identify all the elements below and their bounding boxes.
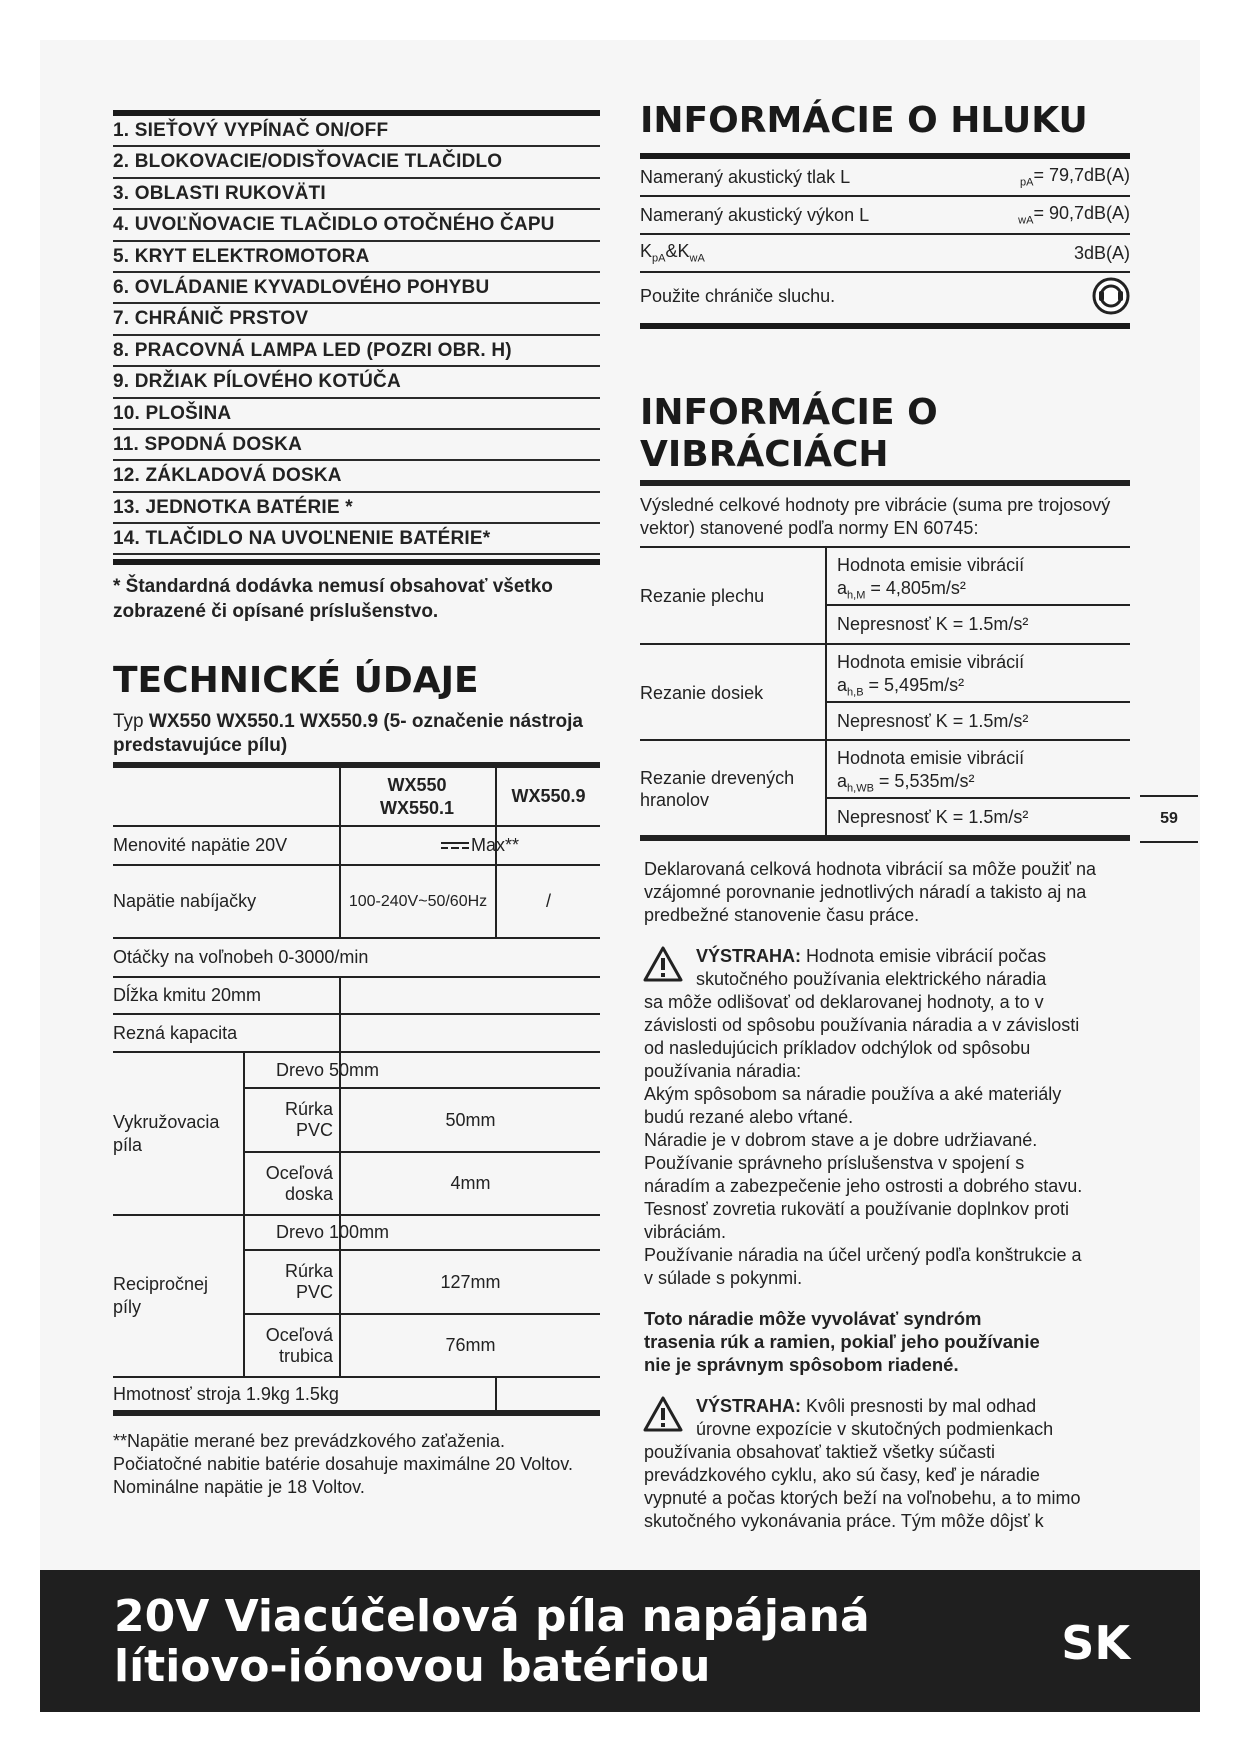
vibration-title: INFORMÁCIE O VIBRÁCIÁCH <box>640 392 938 475</box>
parts-list-item: 5. KRYT ELEKTROMOTORA <box>113 242 600 273</box>
parts-list-item: 4. UVOĽŇOVACIE TLAČIDLO OTOČNÉHO ČAPU <box>113 210 600 241</box>
vibration-emission: Hodnota emisie vibrácií $a_{h,B} = 5,495m/s^2$ <box>837 652 1025 699</box>
vibration-intro: Výsledné celkové hodnoty pre vibrácie (suma pre trojosový vektor) stanovené podľa normy EN 60745: <box>640 495 1111 538</box>
parts-list-item: 3. OBLASTI RUKOVÄTI <box>113 179 600 210</box>
charger-voltage-value2: / <box>545 891 551 911</box>
parts-list-item: 8. PRACOVNÁ LAMPA LED (POZRI OBR. H) <box>113 336 600 367</box>
vibration-table <box>640 480 1130 840</box>
parts-list-item: 6. OVLÁDANIE KYVADLOVÉHO POHYBU <box>113 273 600 304</box>
rec-pvc-label: Rúrka PVC <box>284 1261 333 1302</box>
charger-voltage-label: Napätie nabíjačky <box>113 891 257 911</box>
warning-2: VÝSTRAHA: Kvôli presnosti by mal odhad úrovne expozície v skutočných podmienkach používania obsahovať taktiež všetky súčasti prevádzkového cyklu, ako sú časy, keď je náradie vypnuté a počas ktorých beží na voľnobehu, a to mimo skutočného vykonávania práce. Tým môže dôjsť k <box>644 1396 1081 1531</box>
jig-steel-value: 4mm <box>450 1173 491 1193</box>
parts-list-item: 13. JEDNOTKA BATÉRIE * <box>113 493 600 524</box>
hav-warning: Toto náradie môže vyvolávať syndróm trasenia rúk a ramien, pokiaľ jeho používanie nie je správnym spôsobom riadené. <box>644 1308 1040 1375</box>
vibration-uncertainty: Nepresnosť K = 1.5m/s² <box>837 614 1029 634</box>
stroke-length: Dĺžka kmitu 20mm <box>113 985 262 1005</box>
dc-symbol-icon <box>441 841 469 851</box>
cutting-capacity-label: Rezná kapacita <box>113 1022 238 1043</box>
noise-title: INFORMÁCIE O HLUKU <box>640 100 1088 141</box>
jig-steel-label: Oceľová doska <box>265 1162 333 1204</box>
footnote: **Napätie merané bez prevádzkového zaťaženia. Počiatočné nabitie batérie dosahuje maximálne 20 Voltov. Nominálne napätie je 18 Voltov. <box>113 1431 573 1497</box>
parts-list-item: 1. SIEŤOVÝ VYPÍNAČ ON/OFF <box>113 116 600 147</box>
parts-list-item: 11. SPODNÁ DOSKA <box>113 430 600 461</box>
declared-vibration: Deklarovaná celková hodnota vibrácií sa môže použiť na vzájomné porovnanie jednotlivých náradí a takisto aj na predbežné stanovenie času práce. <box>644 859 1097 925</box>
footer-banner <box>40 1570 1200 1712</box>
tech-table <box>113 762 600 1412</box>
jig-pvc-label: Rúrka PVC <box>284 1099 333 1140</box>
warning-1: VÝSTRAHA: Hodnota emisie vibrácií počas skutočného používania elektrického náradia sa môže odlišovať od deklarovanej hodnoty, a to v závislosti od spôsobu používania náradia a v závislosti od nasledujúcich príkladov odchýlok od spôsobu používania náradia: Akým spôsobom sa náradie používa a aké materiály budú rezané alebo vŕtané. Náradie je v dobrom stave a je dobre udržiavané. Používanie správneho príslušenstva v spojení s náradím a zabezpečenie jeho ostrosti a dobrého stavu. Tesnosť zovretia rukovätí a používanie doplnkov proti vibráciám. Používanie náradia na účel určený podľa konštrukcie a v súlade s pokynmi. <box>644 946 1083 1288</box>
type-line: Typ WX550 WX550.1 WX550.9 (5- označenie nástroja predstavujúce pílu) <box>113 711 583 756</box>
vibration-uncertainty: Nepresnosť K = 1.5m/s² <box>837 807 1029 827</box>
accessory-note: * Štandardná dodávka nemusí obsahovať všetko zobrazené či opísané príslušenstvo. <box>113 576 553 622</box>
noise-row-pressure: Nameraný akustický tlak L $_{pA}$= 79,7dB(A) <box>640 159 1130 197</box>
no-load-speed: Otáčky na voľnobeh 0-3000/min <box>113 947 369 967</box>
rated-voltage-label: Menovité napätie 20V <box>113 835 288 855</box>
language-code: SK <box>1061 1616 1130 1670</box>
vibration-uncertainty: Nepresnosť K = 1.5m/s² <box>837 711 1029 731</box>
parts-list-item: 7. CHRÁNIČ PRSTOV <box>113 304 600 335</box>
rated-voltage-max: Max** <box>441 827 519 864</box>
rec-wood: Drevo 100mm <box>276 1222 390 1242</box>
parts-list-item: 12. ZÁKLADOVÁ DOSKA <box>113 461 600 492</box>
vibration-emission: Hodnota emisie vibrácií $a_{h,WB} = 5,535m/s^2$ <box>837 748 1025 795</box>
charger-voltage-value: 100-240V~50/60Hz <box>348 892 488 910</box>
weight-row: Hmotnosť stroja 1.9kg 1.5kg <box>113 1383 339 1404</box>
vibration-emission: Hodnota emisie vibrácií $a_{h,M} = 4,805m/s^2$ <box>837 555 1025 602</box>
parts-list-item: 10. PLOŠINA <box>113 399 600 430</box>
parts-list-item: 14. TLAČIDLO NA UVOĽNENIE BATÉRIE* <box>113 524 600 555</box>
vibration-row-label: Rezanie plechu <box>640 585 765 606</box>
parts-list-item: 9. DRŽIAK PÍLOVÉHO KOTÚČA <box>113 367 600 398</box>
parts-list-item: 2. BLOKOVACIE/ODISŤOVACIE TLAČIDLO <box>113 147 600 178</box>
recip-saw-label: Recipročnej píly <box>113 1274 209 1317</box>
vibration-row-label: Rezanie dosiek <box>640 682 764 703</box>
jigsaw-label: Vykružovacia píla <box>113 1111 220 1155</box>
noise-row-power: Nameraný akustický výkon L $_{wA}$= 90,7dB(A) <box>640 197 1130 235</box>
jig-pvc-value: 50mm <box>445 1109 496 1130</box>
rec-steel-label: Oceľová trubica <box>265 1324 333 1366</box>
rec-pvc-value: 127mm <box>440 1271 501 1292</box>
col-header-wx550: WX550 WX550.1 <box>379 774 455 818</box>
product-title: 20V Viacúčelová píla napájaná lítiovo-iónovou batériou <box>114 1591 870 1692</box>
rec-steel-value: 76mm <box>445 1335 496 1355</box>
noise-row-uncertainty: $K_{pA}\&K_{wA}$ 3dB(A) <box>640 235 1130 273</box>
tech-title: TECHNICKÉ ÚDAJE <box>113 660 479 701</box>
ear-protection-icon <box>1092 277 1130 315</box>
vibration-row-label: Rezanie drevených hranolov <box>640 767 795 810</box>
parts-list <box>113 110 600 565</box>
col-header-wx550-9: WX550.9 <box>511 786 586 806</box>
page-number: 59 <box>1140 795 1198 843</box>
noise-table <box>640 153 1130 329</box>
noise-row-protection: Použite chrániče sluchu. <box>640 273 1130 319</box>
jig-wood: Drevo 50mm <box>276 1059 380 1080</box>
